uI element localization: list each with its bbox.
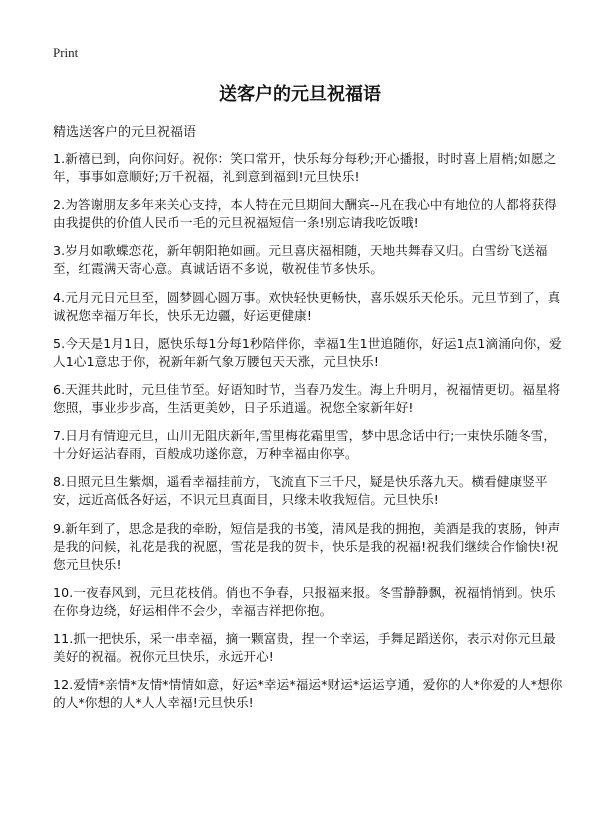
list-item: 6.天涯共此时，元旦佳节至。好语知时节，当春乃发生。海上升明月，祝福情更切。福星将您照，事业步步高，生活更美妙，日子乐逍遥。祝您全家新年好!	[53, 381, 561, 415]
list-item: 12.爱情*亲情*友情*情情如意，好运*幸运*福运*财运*运运亨通，爱你的人*你爱的人*想你的人*你想的人*人人幸福!元旦快乐!	[53, 677, 563, 711]
page-title: 送客户的元旦祝福语	[219, 84, 381, 105]
greeting-list	[53, 150, 563, 722]
list-item: 1.新禧已到，向你问好。祝你：笑口常开，快乐每分每秒;开心播报，时时喜上眉梢;如愿之年，事事如意顺好;万千祝福，礼到意到福到!元旦快乐!	[53, 151, 557, 184]
list-item: 10.一夜春风到，元旦花枝俏。俏也不争春，只报福来报。冬雪静静飘，祝福悄悄到。快乐在你身边绕，好运相伴不会少，幸福吉祥把你抱。	[53, 584, 556, 618]
list-item: 2.为答谢朋友多年来关心支持，本人特在元旦期间大酬宾--凡在我心中有地位的人都将获得由我提供的价值人民币一毛的元旦祝福短信一条!别忘请我吃饭哦!	[53, 197, 557, 231]
list-item: 3.岁月如歌蝶恋花，新年朝阳艳如画。元旦喜庆福相随，天地共舞春又归。白雪纷飞送福至，红霞满天寄心意。真诚话语不多说，敬祝佳节多快乐。	[53, 243, 548, 277]
list-item: 7.日月有情迎元旦，山川无阻庆新年,雪里梅花霜里雪，梦中思念话中行;一束快乐随冬雪，十分好运沾春雨，百般成功遂你意，万种幸福由你享。	[53, 428, 557, 462]
page-subtitle: 精选送客户的元旦祝福语	[53, 125, 197, 140]
list-item: 8.日照元旦生紫烟，遥看幸福挂前方，飞流直下三千尺，疑是快乐落九天。横看健康竖平安，远近高低各好运，不识元旦真面目，只缘未收我短信。元旦快乐!	[53, 474, 548, 508]
list-item: 11.抓一把快乐，采一串幸福，摘一颗富贵，捏一个幸运，手舞足蹈送你，表示对你元旦最美好的祝福。祝你元旦快乐，永远开心!	[53, 630, 556, 664]
print-link[interactable]: Print	[53, 45, 79, 60]
list-item: 4.元月元日元旦至，圆梦圆心圆万事。欢快轻快更畅快，喜乐娱乐天伦乐。元旦节到了，真诚祝您幸福万年长，快乐无边疆，好运更健康!	[53, 289, 561, 323]
list-item: 5.今天是1月1日，愿快乐每1分每1秒陪伴你，幸福1生1世追随你，好运1点1滴涌向你，爱人1心1意忠于你，祝新年新气象万腰包天天涨，元旦快乐!	[53, 335, 562, 369]
list-item: 9.新年到了，思念是我的牵盼，短信是我的书笺，清风是我的拥抱，美酒是我的衷肠，钟声是我的问候，礼花是我的祝愿，雪花是我的贺卡，快乐是我的祝福!祝我们继续合作愉快!祝您元旦快乐!	[53, 520, 561, 572]
